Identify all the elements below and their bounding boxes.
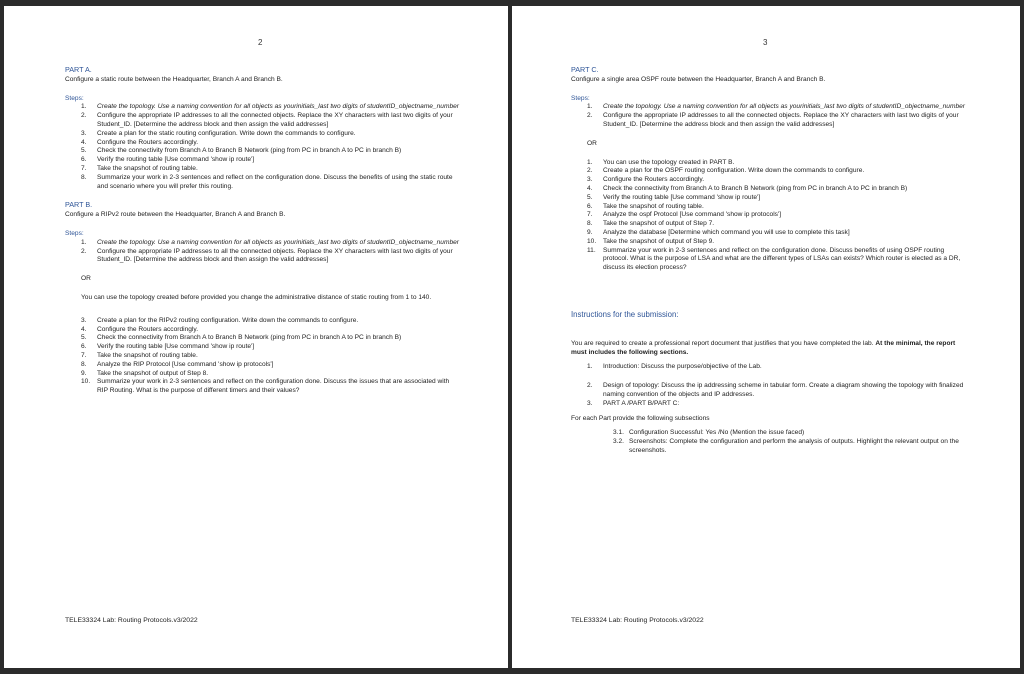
list-item: 2. Configure the appropriate IP addresses to all the connected objects. Replace the XY characters with last two digits of your Student_ID. [Determine the address block and then assign the valid addresses] — [587, 112, 959, 128]
list-item: 10. Summarize your work in 2-3 sentences and reflect on the configuration done. Discuss the issues that are associated with RIP Routing. What is the purpose of different timers and their values? — [81, 378, 450, 395]
part-a-steps-label: Steps: — [65, 94, 84, 102]
part-b-steps-rest — [65, 317, 460, 396]
part-a-heading: PART A. — [65, 65, 92, 74]
list-item: 3.1. Configuration Successful: Yes /No (Mention the issue faced) — [613, 429, 805, 437]
list-item: 8. Analyze the RIP Protocol [Use command 'show ip protocols'] — [81, 360, 274, 368]
part-c-steps-label: Steps: — [571, 94, 590, 102]
list-item: 9. Analyze the database [Determine which command you will use to complete this task] — [587, 228, 850, 236]
list-item: 6. Verify the routing table [Use command 'show ip route'] — [81, 343, 255, 351]
list-item: 2. Configure the appropriate IP addresses to all the connected objects. Replace the XY characters with last two digits of your Student_ID. [Determine the address block and then assign the valid addresses] — [81, 247, 453, 264]
list-item: 3. Create a plan for the RIPv2 routing configuration. Write down the commands to configure. — [81, 316, 359, 324]
list-item: 4. Check the connectivity from Branch A to Branch B Network (ping from PC in branch A to PC in branch B) — [587, 184, 908, 192]
part-c-subtitle: Configure a single area OSPF route between the Headquarter, Branch A and Branch B. — [571, 75, 826, 83]
list-item: 10. Take the snapshot of output of Step 9. — [587, 237, 715, 245]
page-content — [65, 66, 460, 396]
list-item: 1. Create the topology. Use a naming convention for all objects as yourinitials_last two digits of studentID_objectname_number — [81, 238, 460, 246]
list-item: 8. Take the snapshot of output of Step 7. — [587, 220, 715, 228]
part-b-steps-label: Steps: — [65, 229, 84, 237]
page-number: 2 — [258, 38, 263, 47]
part-b-subtitle: Configure a RIPv2 route between the Headquarter, Branch A and Branch B. — [65, 211, 286, 219]
page-content — [571, 66, 967, 456]
list-item: 1. You can use the topology created in PART B. — [587, 158, 735, 166]
list-item: 5. Check the connectivity from Branch A to Branch B Network (ping from PC in branch A to PC in branch B) — [81, 147, 402, 155]
document-page-2 — [4, 6, 508, 668]
part-b-heading: PART B. — [65, 200, 93, 210]
part-c-steps-first — [571, 103, 967, 129]
list-item: 9. Take the snapshot of output of Step 8. — [81, 369, 209, 377]
list-item: 4. Configure the Routers accordingly. — [81, 138, 199, 146]
list-item: 4. Configure the Routers accordingly. — [81, 325, 199, 333]
list-item: 7. Take the snapshot of routing table. — [81, 164, 198, 172]
instructions-list — [571, 363, 967, 408]
instructions-heading: Instructions for the submission: — [571, 309, 679, 319]
page-number: 3 — [763, 38, 768, 47]
list-item: 6. Take the snapshot of routing table. — [587, 202, 704, 210]
part-b-steps-first — [65, 239, 460, 265]
part-a-steps — [65, 103, 460, 191]
list-item: 2. Configure the appropriate IP addresses to all the connected objects. Replace the XY characters with last two digits of your Student_ID. [Determine the address block and then assign the valid addresses] — [81, 112, 453, 128]
list-item: 5. Verify the routing table [Use command 'show ip route'] — [587, 193, 761, 201]
each-part-text: For each Part provide the following subsections — [571, 414, 710, 422]
list-item: 1. Create the topology. Use a naming convention for all objects as yourinitials_last two digits of studentID_objectname_number — [587, 103, 966, 111]
page-footer: TELE33324 Lab: Routing Protocols.v3/2022 — [571, 617, 704, 624]
list-item: 7. Take the snapshot of routing table. — [81, 351, 198, 359]
list-item: 3. Configure the Routers accordingly. — [587, 176, 705, 184]
part-a-subtitle: Configure a static route between the Headquarter, Branch A and Branch B. — [65, 75, 283, 83]
list-item: 6. Verify the routing table [Use command 'show ip route'] — [81, 156, 255, 164]
or-label: OR — [81, 275, 91, 283]
list-item: 1. Introduction: Discuss the purpose/objective of the Lab. — [587, 363, 762, 371]
list-item: 11. Summarize your work in 2-3 sentences and reflect on the configuration done. Discuss benefits of using OSPF routing protocol. What is the purpose of LSA and what are the different types of LSAs can exists? Which router is elected as a DR, discuss its election process? — [587, 246, 961, 272]
list-item: 7. Analyze the ospf Protocol [Use command 'show ip protocols'] — [587, 211, 782, 219]
list-item: 2. Design of topology: Discuss the ip addressing scheme in tabular form. Create a diagram showing the topology with finalized naming convention of the objects and IP addresses. — [587, 382, 964, 398]
list-item: 1. Create the topology. Use a naming convention for all objects as yourinitials_last two digits of studentID_objectname_number — [81, 103, 460, 111]
or-label: OR — [587, 139, 597, 147]
part-c-steps-or — [571, 159, 967, 273]
list-item: 8. Summarize your work in 2-3 sentences and reflect on the configuration done. Discuss the benefits of using the static route and scenario where you will prefer this routing. — [81, 173, 453, 190]
document-page-3 — [512, 6, 1020, 668]
list-item: 2. Create a plan for the OSPF routing configuration. Write down the commands to configure. — [587, 167, 865, 175]
list-item: 3.2. Screenshots: Complete the configuration and perform the analysis of outputs. Highlight the relevant output on the screenshots. — [613, 438, 959, 454]
instructions-subitems — [571, 429, 967, 455]
or-text: You can use the topology created before provided you change the administrative distance of static routing from 1 to 140. — [81, 293, 432, 301]
list-item: 3. PART A /PART B/PART C: — [587, 399, 680, 407]
page-footer: TELE33324 Lab: Routing Protocols.v3/2022 — [65, 617, 198, 624]
list-item: 3. Create a plan for the static routing configuration. Write down the commands to configure. — [81, 129, 356, 137]
list-item: 5. Check the connectivity from Branch A to Branch B Network (ping from PC in branch A to PC in branch B) — [81, 334, 402, 342]
instructions-intro: You are required to create a professional report document that justifies that you have completed the lab. At the minimal, the report must includes the following sections. — [571, 339, 956, 356]
part-c-heading: PART C. — [571, 65, 599, 74]
